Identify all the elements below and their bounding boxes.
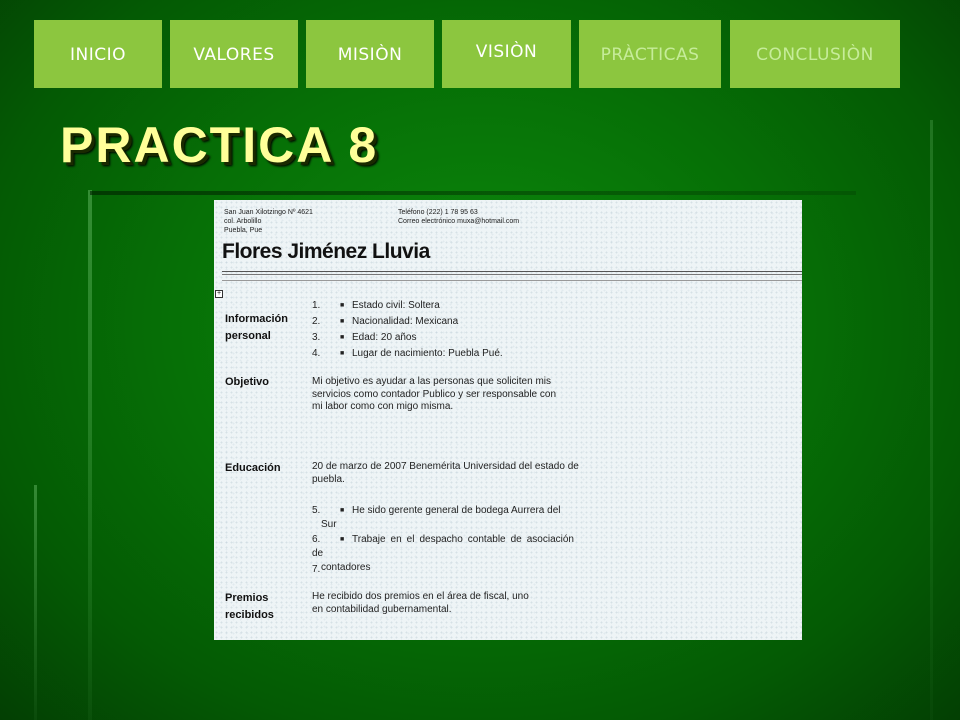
list-text: Lugar de nacimiento: Puebla Pué. bbox=[352, 348, 503, 359]
resume-document bbox=[214, 200, 802, 640]
bullet-icon: ■ bbox=[340, 350, 345, 357]
list-text-cont: Sur bbox=[321, 519, 337, 530]
bullet-icon: ■ bbox=[340, 318, 345, 325]
label-line: recibidos bbox=[225, 609, 274, 621]
label-line: Premios bbox=[225, 592, 269, 604]
contact-block bbox=[398, 208, 519, 226]
list-text: Nacionalidad: Mexicana bbox=[352, 316, 459, 327]
bullet-icon: ■ bbox=[340, 536, 345, 543]
list-item bbox=[312, 316, 458, 327]
nav-conclusion-button[interactable]: CONCLUSIÒN bbox=[730, 20, 900, 88]
list-item bbox=[312, 504, 574, 532]
page-title: PRACTICA 8 bbox=[60, 117, 379, 173]
decorative-streak bbox=[930, 120, 933, 720]
list-text: Trabaje en el despacho contable de asociación de bbox=[312, 534, 574, 559]
list-number: 6. bbox=[312, 534, 321, 545]
resume-name: Flores Jiménez Lluvia bbox=[222, 240, 430, 263]
list-text: He sido gerente general de bodega Aurrera del bbox=[352, 505, 561, 516]
address-block bbox=[224, 208, 313, 235]
section-label-premios bbox=[225, 590, 274, 624]
label-line: personal bbox=[225, 330, 271, 342]
expand-icon[interactable]: + bbox=[216, 290, 222, 297]
nav-practicas-button[interactable]: PRÀCTICAS bbox=[579, 20, 721, 88]
bullet-icon: ■ bbox=[340, 334, 345, 341]
email-text: Correo electrónico muxa@hotmail.com bbox=[398, 218, 520, 225]
section-label-educacion: Educación bbox=[225, 462, 281, 474]
nav-inicio-button[interactable]: INICIO bbox=[34, 20, 162, 88]
list-number: 3. bbox=[312, 332, 321, 343]
phone-text: Teléfono (222) 1 78 95 63 bbox=[398, 209, 478, 216]
premios-text: He recibido dos premios en el área de fiscal, uno en contabilidad gubernamental. bbox=[312, 591, 529, 615]
bullet-icon: ■ bbox=[340, 302, 345, 309]
address-line: col. Arbolillo bbox=[224, 218, 262, 225]
divider bbox=[222, 280, 802, 281]
list-item bbox=[312, 332, 417, 343]
decorative-streak bbox=[88, 190, 92, 720]
section-label-personal bbox=[225, 311, 288, 345]
bullet-icon: ■ bbox=[340, 507, 345, 514]
nav-vision-button[interactable]: VISIÒN bbox=[442, 20, 571, 88]
section-label-objetivo: Objetivo bbox=[225, 376, 270, 388]
list-number: 7. bbox=[312, 564, 321, 575]
address-line: San Juan Xilotzingo Nº 4621 bbox=[224, 209, 313, 216]
divider bbox=[222, 274, 802, 275]
list-number: 4. bbox=[312, 348, 321, 359]
list-number: 1. bbox=[312, 300, 321, 311]
educacion-text: 20 de marzo de 2007 Benemérita Universidad del estado de puebla. bbox=[312, 461, 579, 485]
list-text: Estado civil: Soltera bbox=[352, 300, 440, 311]
list-text: Edad: 20 años bbox=[352, 332, 417, 343]
objetivo-text: Mi objetivo es ayudar a las personas que soliciten mis servicios como contador Publico y ser responsable con mi labor como con migo misma. bbox=[312, 376, 557, 412]
list-item bbox=[312, 300, 440, 311]
list-number: 2. bbox=[312, 316, 321, 327]
list-number: 5. bbox=[312, 505, 321, 516]
divider bbox=[222, 271, 802, 272]
address-line: Puebla, Pue bbox=[224, 227, 263, 234]
nav-valores-button[interactable]: VALORES bbox=[170, 20, 298, 88]
decorative-line bbox=[90, 191, 856, 195]
nav-mision-button[interactable]: MISIÒN bbox=[306, 20, 434, 88]
label-line: Información bbox=[225, 313, 288, 325]
list-item bbox=[312, 563, 574, 577]
list-text-cont: contadores bbox=[321, 562, 371, 573]
decorative-streak bbox=[34, 485, 37, 720]
list-item bbox=[312, 348, 503, 359]
